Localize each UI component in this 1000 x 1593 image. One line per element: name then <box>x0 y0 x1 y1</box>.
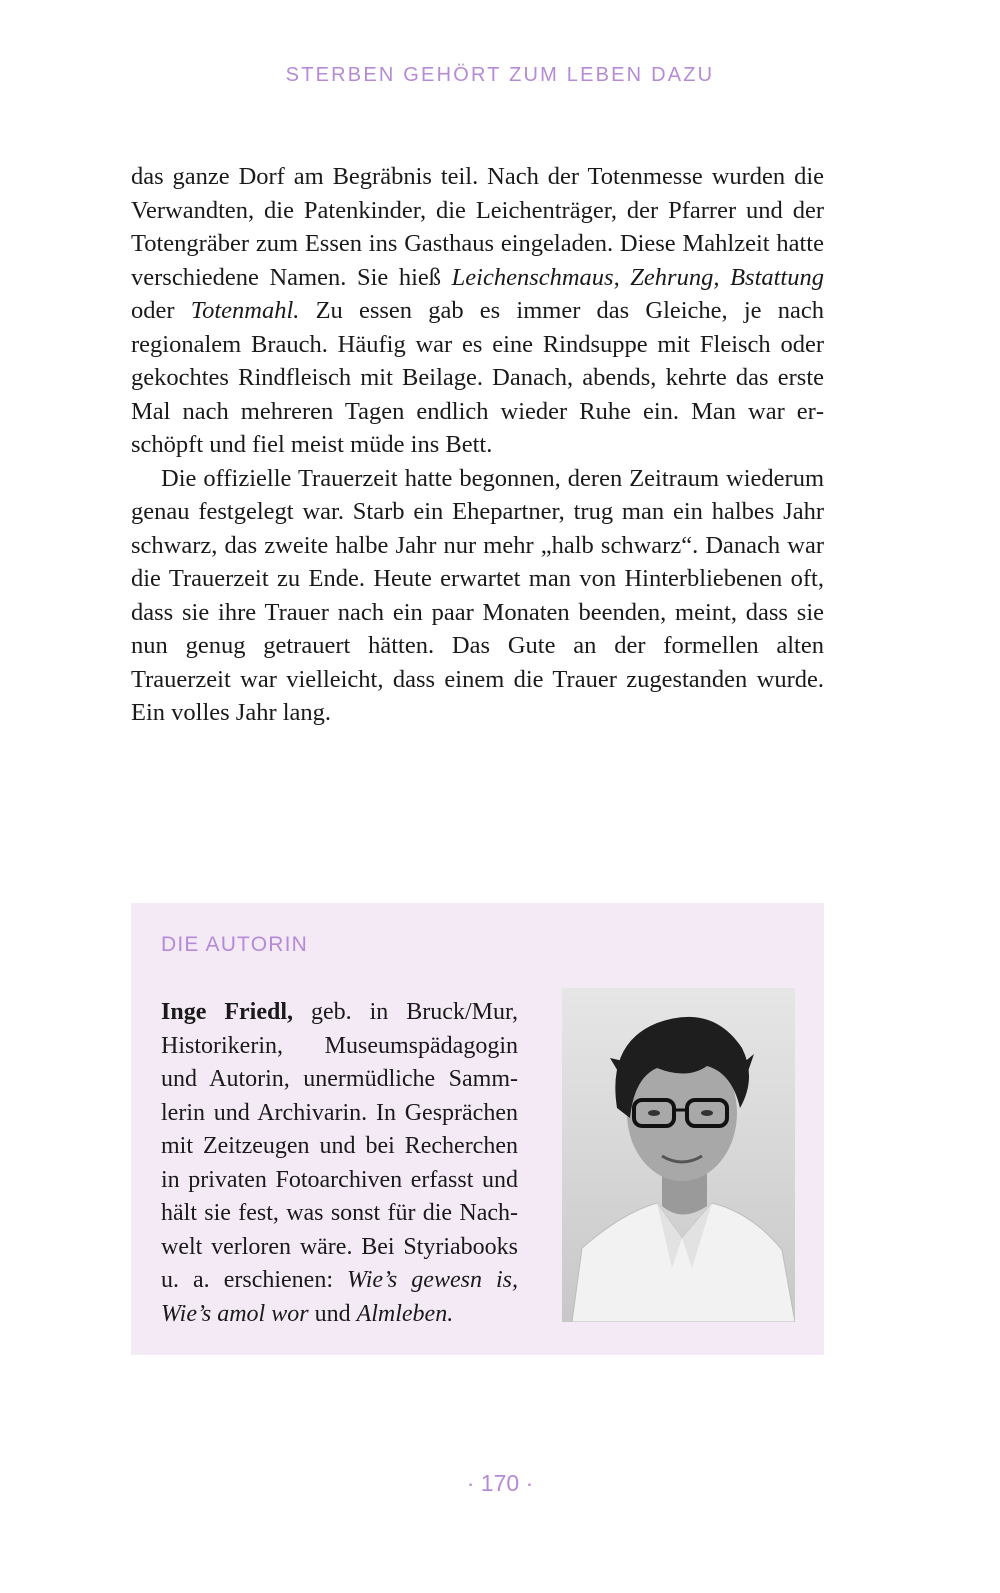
author-book-1: Wie’s gewesn is, <box>347 1267 519 1293</box>
author-bio <box>161 996 518 1331</box>
author-photo <box>562 988 795 1322</box>
paragraph-1-italic-totenmahl: Totenmahl. <box>190 297 300 324</box>
author-bio-text: geb. in Bruck/Mur, Historikerin, Museumspädagogin und Autorin, unermüdliche Sammlerin und Archivarin. In Gesprächen mit Zeitzeugen und bei Recherchen in privaten Fotoarchiven erfasst und hält sie fest, was sonst für die Nachwelt verloren wäre. Bei Styriabooks u. a. erschienen: <box>161 999 518 1293</box>
paragraph-1-text-c: oder <box>131 297 191 324</box>
running-head: STERBEN GEHÖRT ZUM LEBEN DAZU <box>285 64 715 86</box>
author-portrait-image <box>562 988 795 1322</box>
paragraph-1-text-e: Zu essen gab es immer das Gleiche, je nach regionalem Brauch. Häufig war es eine Rindsuppe mit Fleisch oder gekochtes Rindfleisch mit Beilage. Danach, abends, kehrte das erste Mal nach mehreren Tagen endlich wieder Ruhe ein. Man war erschöpft und fiel meist müde ins Bett. <box>131 297 824 458</box>
paragraph-1-text-a: das ganze Dorf am Begräbnis teil. Nach der Totenmesse wurden die Verwandten, die Patenkinder, die Leichenträger, der Pfarrer und der Totengräber zum Essen ins Gasthaus eingeladen. Diese Mahlzeit hatte verschiedene Namen. Sie hieß <box>131 163 824 291</box>
author-book-2: Wie’s amol wor <box>161 1300 309 1327</box>
author-box <box>131 903 824 1355</box>
author-name: Inge Friedl, <box>161 999 293 1025</box>
paragraph-1 <box>131 160 824 462</box>
body-text <box>131 160 824 730</box>
author-book-3: Almleben. <box>356 1300 454 1327</box>
paragraph-1-italic-names: Leichenschmaus, Zehrung, Bstattung <box>451 263 824 291</box>
paragraph-2: Die offizielle Trauerzeit hatte begonnen, deren Zeitraum wiederum genau festgelegt war. Starb ein Ehepartner, trug man ein halbes Jahr schwarz, das zweite halbe Jahr nur mehr „halb schwarz“. Danach war die Trauerzeit zu Ende. Heute erwartet man von Hinterbliebenen oft, dass sie ihre Trauer nach ein paar Monaten beenden, meint, dass sie nun genug getrauert hätten. Das Gute an der formellen alten Trauerzeit war vielleicht, dass einem die Trauer zugestanden wurde. Ein volles Jahr lang. <box>131 464 824 726</box>
author-heading: DIE AUTORIN <box>161 933 309 956</box>
author-and: und <box>308 1300 357 1327</box>
page-number: · 170 · <box>466 1470 534 1496</box>
